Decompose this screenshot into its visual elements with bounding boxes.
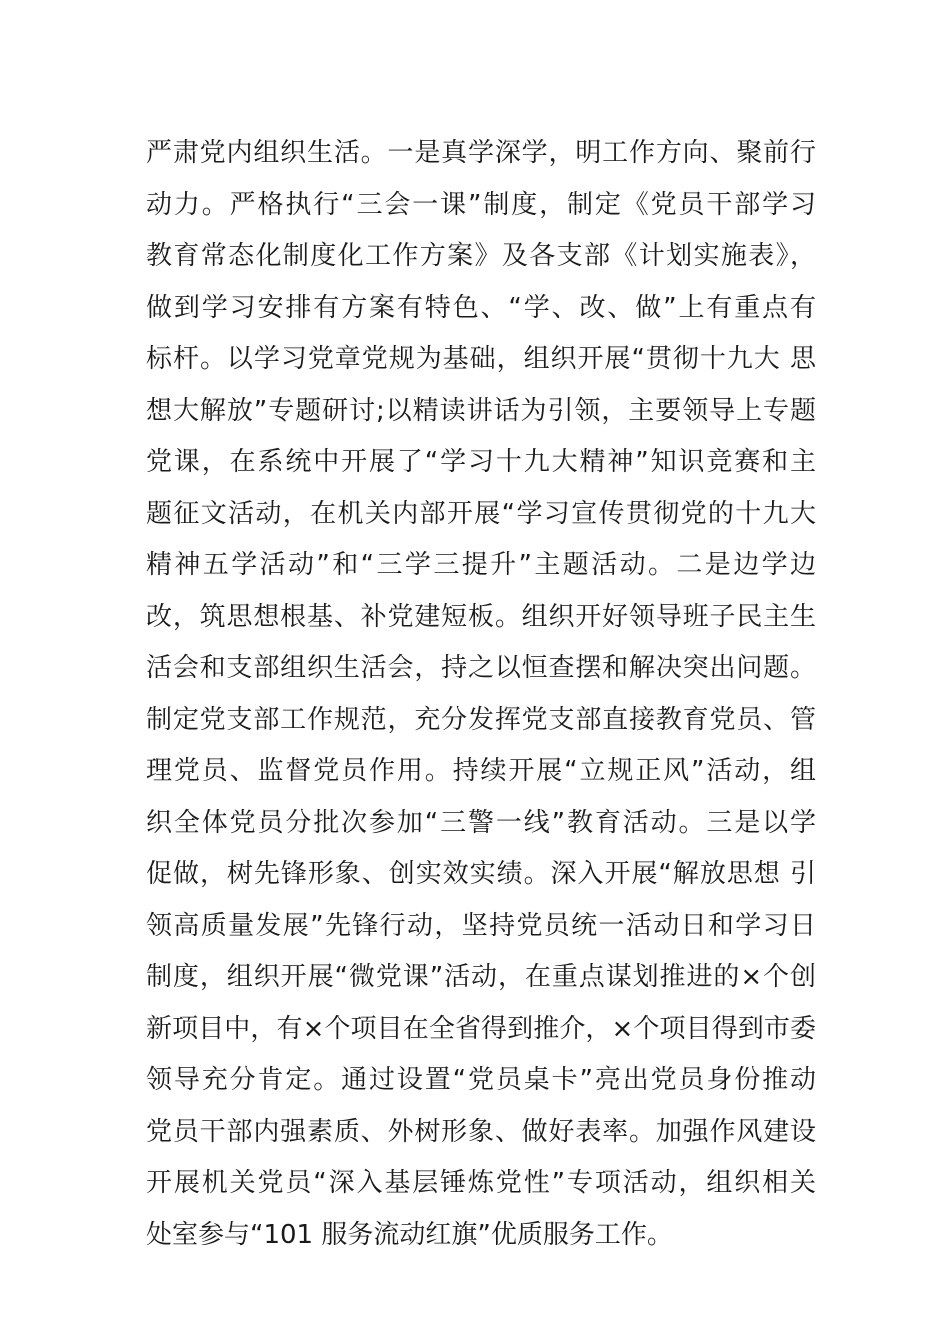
text-line: 领高质量发展”先锋行动，坚持党员统一活动日和学习日 <box>146 910 816 941</box>
text-line: 理党员、监督党员作用。持续开展“立规正风”活动，组 <box>146 756 816 786</box>
text-line: 党员干部内强素质、外树形象、做好表率。加强作风建设 <box>146 1116 816 1147</box>
text-line: 改，筑思想根基、补党建短板。组织开好领导班子民主生 <box>146 601 816 632</box>
text-line: 想大解放”专题研讨;以精读讲话为引领，主要领导上专题 <box>146 395 816 426</box>
text-line: 制定党支部工作规范，充分发挥党支部直接教育党员、管 <box>146 704 816 735</box>
text-line: 处室参与“101 服务流动红旗”优质服务工作。 <box>146 1219 673 1250</box>
text-line: 党课，在系统中开展了“学习十九大精神”知识竞赛和主 <box>146 447 816 477</box>
text-line: 标杆。以学习党章党规为基础，组织开展“贯彻十九大 思 <box>146 344 816 374</box>
text-line: 活会和支部组织生活会，持之以恒查摆和解决突出问题。 <box>146 653 816 683</box>
text-line: 严肃党内组织生活。一是真学深学，明工作方向、聚前行 <box>146 138 816 168</box>
text-line: 开展机关党员“深入基层锤炼党性”专项活动，组织相关 <box>146 1168 816 1198</box>
text-line: 教育常态化制度化工作方案》及各支部《计划实施表》， <box>146 241 816 271</box>
text-line: 精神五学活动”和“三学三提升”主题活动。二是边学边 <box>146 550 816 580</box>
body-paragraph <box>146 128 816 1261</box>
text-line: 新项目中，有×个项目在全省得到推介，×个项目得到市委 <box>146 1013 816 1044</box>
text-line: 促做，树先锋形象、创实效实绩。深入开展“解放思想 引 <box>146 859 816 889</box>
text-line: 做到学习安排有方案有特色、“学、改、做”上有重点有 <box>146 292 816 323</box>
text-line: 制度，组织开展“微党课”活动，在重点谋划推进的×个创 <box>146 962 816 992</box>
text-line: 领导充分肯定。通过设置“党员桌卡”亮出党员身份推动 <box>146 1065 816 1095</box>
text-line: 动力。严格执行“三会一课”制度，制定《党员干部学习 <box>146 189 816 220</box>
text-line: 题征文活动，在机关内部开展“学习宣传贯彻党的十九大 <box>146 498 816 529</box>
text-line: 织全体党员分批次参加“三警一线”教育活动。三是以学 <box>146 807 816 838</box>
